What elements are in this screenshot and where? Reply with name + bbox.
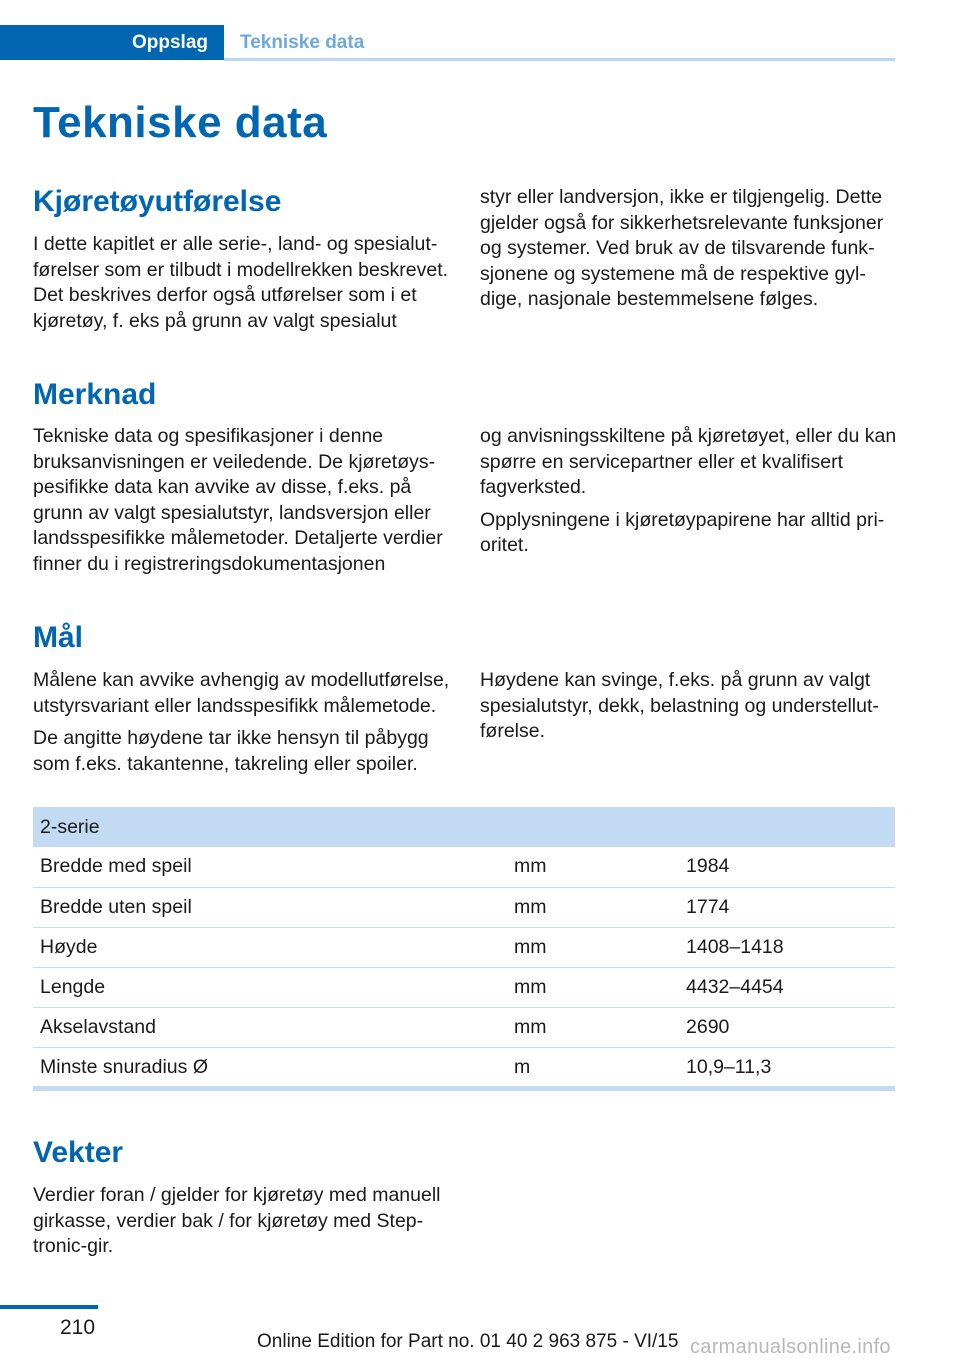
paragraph: De angitte høydene tar ikke hensyn til påbygg som f.eks. takantenne, takreling eller spoiler. [33,727,429,775]
chapter-header [0,25,895,62]
row-value: 1984 [679,847,895,887]
row-label: Akselavstand [33,1007,507,1047]
paragraph: og anvisningsskiltene på kjøretøyet, eller du kan spørre en servicepartner eller et kvalifisert fagverksted. [480,425,897,498]
row-value: 2690 [679,1007,895,1047]
heading-kjoretoyutforelse: Kjøretøyutførelse [33,185,282,218]
paragraph: styr eller landversjon, ikke er tilgjengelig. Dette gjelder også for sikkerhetsrelevante funksjoner og systemer. Ved bruk av de tilsvarende funksjonene og systemene må de respektive gyldige, nasjonale bestemmelsene følges. [480,186,884,310]
table-row [33,1047,895,1087]
paragraph: Målene kan avvike avhengig av modellutførelse, utstyrsvariant eller landsspesifikk målemetode. [33,669,450,717]
row-label: Bredde uten speil [33,887,507,927]
heading-vekter: Vekter [33,1136,124,1169]
row-unit: mm [507,1007,679,1047]
paragraph: Høydene kan svinge, f.eks. på grunn av valgt spesialutstyr, dekk, belastning og understellutførelse. [480,669,879,742]
watermark: carmanualsonline.info [690,1336,891,1358]
table-row [33,847,895,887]
page-number: 210 [60,1316,96,1339]
row-value: 4432–4454 [679,967,895,1007]
row-value: 10,9–11,3 [679,1047,895,1087]
paragraph: Tekniske data og spesifikasjoner i denne bruksanvisningen er veiledende. De kjøretøyspesifikke data kan avvike av disse, f.eks. på grunn av valgt spesialutstyr, landsversjon eller landsspesifikke målemetoder. Detaljerte verdier finner du i registreringsdokumentasjonen [33,425,443,575]
table-row [33,1007,895,1047]
row-label: Høyde [33,927,507,967]
table-bottom-border [33,1086,895,1091]
table-row [33,927,895,967]
table-header: 2-serie [33,807,895,847]
heading-merknad: Merknad [33,378,157,411]
edition-text: Online Edition for Part no. 01 40 2 963 875 - VI/15 [257,1331,679,1352]
heading-maal: Mål [33,621,84,654]
table-body [33,847,895,1087]
table-row [33,887,895,927]
page-title: Tekniske data [33,98,328,147]
row-unit: mm [507,887,679,927]
kjoretoy-text-right [480,185,900,313]
row-label: Minste snuradius Ø [33,1047,507,1087]
table-row [33,967,895,1007]
tab-oppslag[interactable]: Oppslag [0,25,224,60]
maal-text-left [33,668,453,777]
row-unit: m [507,1047,679,1087]
row-value: 1774 [679,887,895,927]
maal-text-right [480,668,900,745]
paragraph: Opplysningene i kjøretøypapirene har alltid prioritet. [480,508,885,556]
kjoretoy-text-left [33,232,453,334]
row-unit: mm [507,847,679,887]
row-unit: mm [507,927,679,967]
vekter-text-left [33,1183,453,1260]
merknad-text-right [480,424,900,559]
footer-divider [0,1305,98,1309]
row-label: Lengde [33,967,507,1007]
merknad-text-left [33,424,453,577]
tab-tekniske-data[interactable]: Tekniske data [240,31,365,53]
table-header-row [33,807,895,847]
paragraph: Verdier foran / gjelder for kjøretøy med manuell girkasse, verdier bak / for kjøretøy med Steptronic-gir. [33,1184,441,1257]
row-value: 1408–1418 [679,927,895,967]
paragraph: I dette kapitlet er alle serie-, land- og spesialutførelser som er tilbudt i modellrekken beskrevet. Det beskrives derfor også utførelser som i et kjøretøy, f. eks på grunn av valgt spesialut [33,233,449,332]
row-unit: mm [507,967,679,1007]
header-divider [224,58,895,61]
dimensions-table [33,807,895,1088]
row-label: Bredde med speil [33,847,507,887]
